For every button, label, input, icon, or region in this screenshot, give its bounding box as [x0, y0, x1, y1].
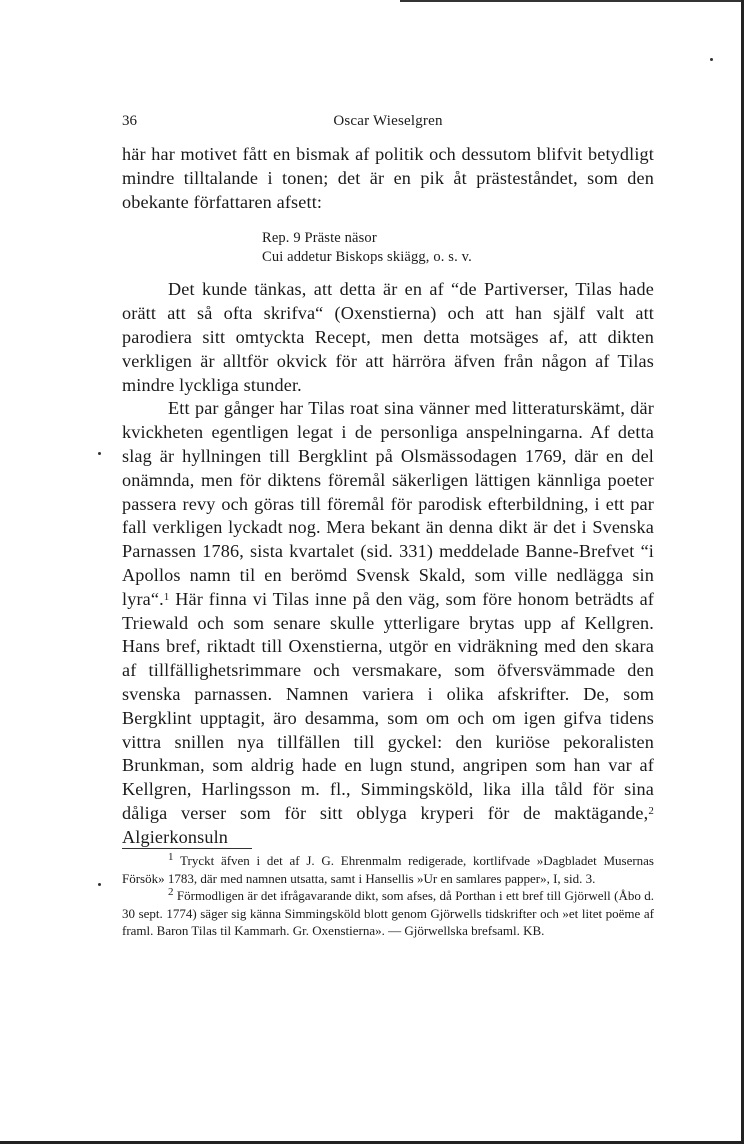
running-head: Oscar Wieselgren	[333, 113, 443, 129]
scan-speck	[98, 883, 101, 886]
quote-line-2: Cui addetur Biskops skiägg, o. s. v.	[262, 249, 472, 266]
footnote-2-text: Förmodligen är det ifrågavarande dikt, som afses, då Porthan i ett bref till Gjörwell (Åbo d. 30 sept. 1774) säger sig känna Simmingsköld blott genom Gjörwells tidskrifter och »et litet poëme af framl. Baron Tilas til Kammarh. Gr. Oxenstierna». — Gjörwellska brefsaml. KB.	[122, 888, 654, 939]
scan-speck	[710, 58, 713, 61]
paragraph-3-part-a: Ett par gånger har Tilas roat sina vänner med litteraturskämt, där kvickheten egentligen legat i de personliga anspelningarna. Af detta slag är hyllningen till Bergklint på Olsmässodagen 1769, där en del onämnda, men för diktens föremål säkerligen lättigen kännliga poeter passera revy och göras till föremål för parodisk efterbildning, i ett par fall verkligen lyckadt nog. Mera bekant än denna dikt är det i Svenska Parnassen 1786, sista kvartalet (sid. 331) meddelade Banne-Brefvet “i Apollos namn til en berömd Svensk Skald, som ville nedlägga sin lyra“.	[122, 398, 654, 609]
page-number: 36	[122, 113, 137, 129]
scan-border-top	[400, 0, 744, 2]
paragraph-1: här har motivet fått en bismak af politik och dessutom blifvit betydligt mindre tilltalande i tonen; det är en pik åt prästeståndet, som den obekante författaren afsett:	[122, 144, 654, 212]
paragraph-3	[122, 397, 654, 849]
footnote-1-mark: 1	[168, 851, 174, 863]
footnotes	[122, 852, 654, 940]
quote-line-1: Rep. 9 Präste näsor	[262, 230, 377, 247]
body-text	[122, 143, 654, 850]
footnote-ref-2: 2	[648, 804, 654, 817]
footnote-2-mark: 2	[168, 886, 174, 899]
footnote-rule	[122, 848, 252, 849]
page-header	[122, 113, 654, 135]
paragraph-3-part-b: Här finna vi Tilas inne på den väg, som före honom beträdts af Triewald och som senare skulle ytterligare brytas upp af Kellgren. Hans bref, riktadt till Oxenstierna, utgör en vidräkning med den skara af tillfällighetsrimmare och versmakare, som öfversvämmade den svenska parnassen. Namnen variera i olika afskrifter. De, som Bergklint upptagit, äro desamma, som om och om igen gifva tidens vittra snillen nya tillfällen till gyckel: den kuriöse pekoralisten Brunkman, som aldrig hade en lugn stund, angripen som han var af Kellgren, Harlingsson m. fl., Simmingsköld, lika illa tåld för sina dåliga verser som för sitt oblyga kryperi för de maktägande,	[122, 588, 654, 823]
footnote-1-text: Tryckt äfven i det af J. G. Ehrenmalm redigerade, kortlifvade »Dagbladet Musernas Försök» 1783, där med namnen utsatta, samt i Hansellis »Ur en samlares papper», I, sid. 3.	[122, 853, 654, 886]
paragraph-2: Det kunde tänkas, att detta är en af “de Partiverser, Tilas hade orätt att så ofta skrifva“ (Oxenstierna) och att han själf valt att parodiera sitt omtyckta Recept, men detta motsäges af, att dikten verkligen är alltför okvick för att härröra äfven från någon af Tilas mindre lyckliga stunder.	[122, 279, 654, 395]
scan-speck	[98, 452, 101, 455]
paragraph-3-part-c: Algierkonsuln	[122, 826, 229, 847]
verse-quote	[262, 229, 654, 267]
footnote-ref-1: 1	[163, 590, 170, 603]
footnote-2	[122, 887, 654, 940]
footnote-1	[122, 852, 654, 887]
